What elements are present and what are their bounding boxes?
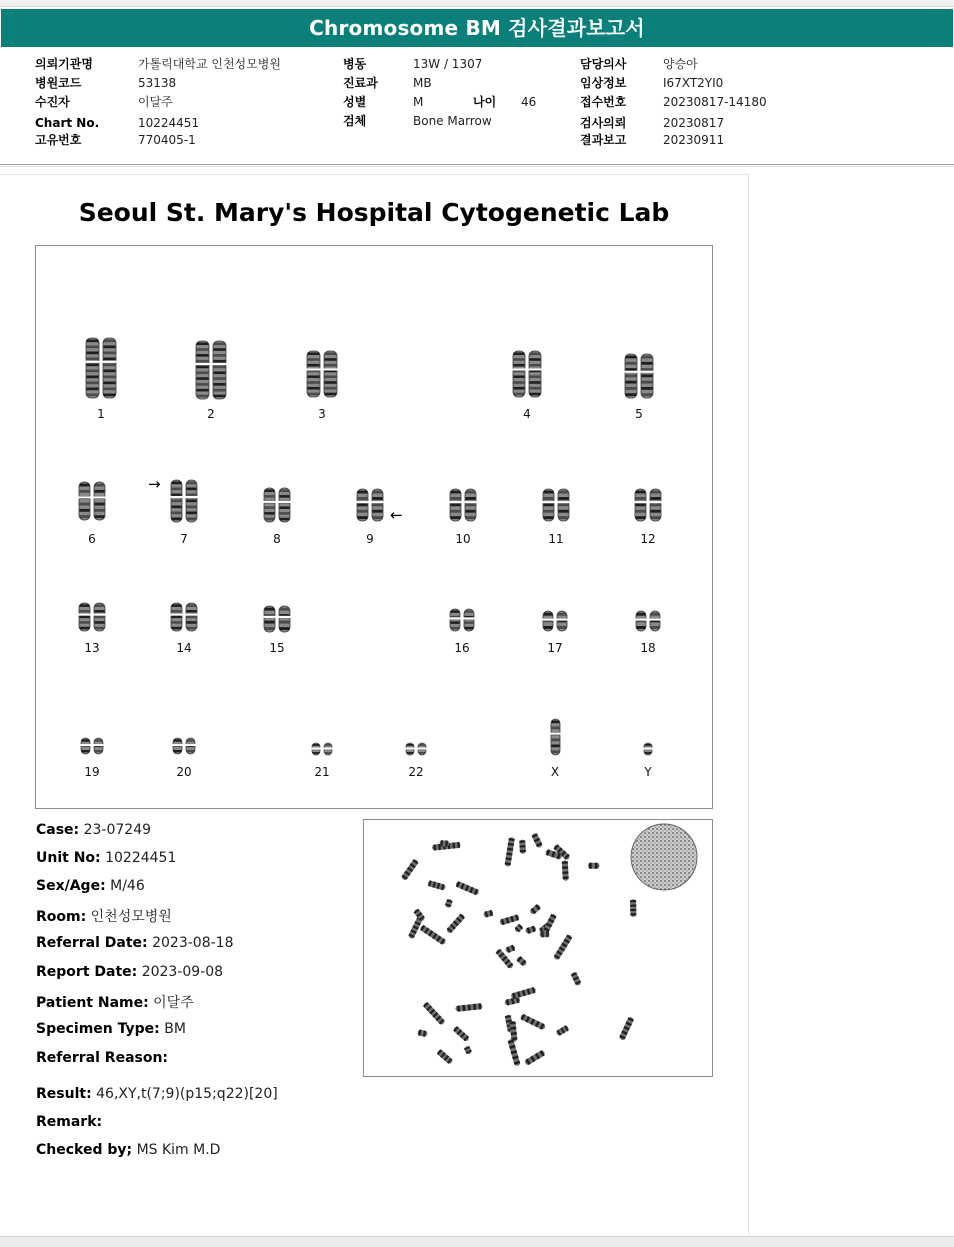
chromosome-pair-20 [170,735,198,757]
report-date-line [36,964,223,980]
ward-label: 병동 [343,57,367,71]
chromosome-label-18: 18 [640,641,656,655]
metaphase-chromosome [516,955,528,967]
chromosome-label-3: 3 [318,407,326,421]
chromosome-pair-15 [261,603,293,635]
bottom-scroll-strip [0,1236,954,1247]
hospital-code-label: 병원코드 [35,76,82,90]
metaphase-chromosome [562,860,569,881]
lab-title: Seoul St. Mary's Hospital Cytogenetic Lab [78,198,670,227]
hospital-name-value: 가톨릭대학교 인천성모병원 [138,57,281,71]
chromosome-pair-19 [78,735,106,757]
chromosome-pair-6 [76,479,108,523]
room-label: Room: [36,909,87,925]
metaphase-chromosome [436,1049,453,1065]
top-border [0,0,954,7]
metaphase-image [363,819,713,1077]
chromosome-pair-5 [622,351,656,401]
metaphase-chromosome [514,923,524,933]
metaphase-chromosome [464,1045,473,1055]
metaphase-chromosome [455,881,480,896]
patient-name-line [36,992,194,1012]
chromosome-pair-14 [168,600,200,634]
clinical-info-value: I67XT2YI0 [663,76,724,90]
report-title-bar [1,9,953,47]
sex-age-label: Sex/Age: [36,878,106,894]
metaphase-chromosome [529,903,542,915]
specimen-type-line [36,1021,186,1037]
metaphase-chromosome [619,1016,635,1041]
unit-no-label: Unit No: [36,850,101,866]
metaphase-chromosome [570,971,581,986]
test-request-label: 검사의뢰 [580,116,627,130]
metaphase-chromosome [483,910,494,918]
chromosome-label-10: 10 [455,532,471,546]
metaphase-chromosome [531,832,543,848]
receipt-no-label: 접수번호 [580,95,627,109]
metaphase-chromosome [446,913,466,934]
metaphase-chromosome [509,1021,517,1042]
chromosome-label-4: 4 [523,407,531,421]
chromosome-label-7: 7 [180,532,188,546]
report-title: Chromosome BM 검사결과보고서 [309,16,645,40]
metaphase-chromosome [419,924,446,945]
report-date-label: Report Date: [36,964,138,980]
metaphase-chromosome [499,914,520,926]
chromosome-label-16: 16 [454,641,470,655]
result-label: Result: [36,1086,92,1102]
checked-by-label: Checked by; [36,1142,133,1158]
metaphase-chromosome [413,908,426,922]
unit-no-line [36,850,176,866]
metaphase-chromosome [630,899,636,917]
chromosome-label-9: 9 [366,532,374,546]
metaphase-chromosome [510,987,536,1000]
chromosome-label-x: X [550,765,560,779]
unit-no-value: 10224451 [105,850,177,866]
chromosome-label-21: 21 [314,765,330,779]
chromosome-pair-10 [447,486,479,524]
chart-no-value: 10224451 [138,116,200,130]
metaphase-chromosome [401,858,419,881]
ward-value: 13W / 1307 [413,57,483,71]
checked-by-value: MS Kim M.D [136,1142,221,1158]
checked-by-line [36,1142,220,1158]
case-value: 23-07249 [83,822,152,838]
metaphase-chromosome [525,925,537,934]
chromosome-label-12: 12 [640,532,656,546]
result-value: 46,XY,t(7;9)(p15;q22)[20] [96,1086,278,1102]
specimen-value: Bone Marrow [413,114,492,128]
chromosome-label-8: 8 [273,532,281,546]
unique-id-value: 770405-1 [138,133,196,147]
result-report-value: 20230911 [663,133,725,147]
patient-label: 수진자 [35,95,70,109]
sex-age-value: M/46 [110,878,145,894]
metaphase-chromosome [555,1025,569,1037]
chromosome-label-13: 13 [84,641,100,655]
chromosome-pair-13 [76,600,108,634]
chromosome-pair-3 [304,348,340,400]
department-label: 진료과 [343,76,378,90]
chromosome-label-y: Y [644,765,652,779]
chromosome-pair-18 [633,608,663,634]
chromosome-label-11: 11 [548,532,564,546]
referral-reason-line [36,1050,168,1066]
referral-date-value: 2023-08-18 [152,935,234,951]
remark-line [36,1114,102,1130]
room-line [36,906,172,926]
chromosome-pair-9 [354,486,386,524]
sex-label: 성별 [343,95,367,109]
metaphase-chromosome [588,863,600,869]
doctor-label: 담당의사 [580,57,627,71]
metaphase-chromosome [553,934,573,961]
case-line [36,822,151,838]
specimen-type-value: BM [164,1021,186,1037]
chromosome-label-6: 6 [88,532,96,546]
metaphase-chromosome [417,1029,428,1037]
chart-no-label: Chart No. [35,116,100,130]
metaphase-chromosome [422,1001,445,1025]
interphase-nucleus [631,824,697,890]
metaphase-chromosome [439,840,449,847]
chromosome-label-1: 1 [97,407,105,421]
chromosome-pair-2 [193,338,229,402]
clinical-info-label: 임상정보 [580,76,627,90]
chromosome-label-14: 14 [176,641,192,655]
hospital-name-label: 의뢰기관명 [35,57,93,71]
chromosome-label-19: 19 [84,765,100,779]
metaphase-spread-graphic [364,820,712,1076]
specimen-type-label: Specimen Type: [36,1021,160,1037]
receipt-no-value: 20230817-14180 [663,95,767,109]
metaphase-chromosome [427,880,446,891]
translocation-arrow-right: → [148,475,161,493]
unique-id-label: 고유번호 [35,133,82,147]
chromosome-pair-22 [403,740,429,758]
hospital-code-value: 53138 [138,76,177,90]
metaphase-chromosome [524,1050,546,1066]
sex-age-line [36,878,145,894]
metaphase-chromosome [520,1013,546,1030]
chromosome-pair-x [548,716,563,758]
metaphase-chromosome [455,1003,482,1012]
patient-name-value: 이달주 [153,995,194,1011]
doctor-value: 양승아 [663,57,698,71]
specimen-label: 검체 [343,114,367,128]
remark-label: Remark: [36,1114,103,1130]
metaphase-chromosome [452,1026,470,1043]
translocation-arrow-left: ← [390,506,403,524]
chromosome-pair-y [641,740,655,758]
referral-date-label: Referral Date: [36,935,148,951]
header-divider [0,164,954,165]
result-report-label: 결과보고 [580,133,627,147]
department-value: MB [413,76,432,90]
room-value: 인천성모병원 [90,909,172,925]
chromosome-label-5: 5 [635,407,643,421]
age-value: 46 [521,95,537,109]
sex-value: M [413,95,424,109]
chromosome-pair-4 [510,348,544,400]
chromosome-label-2: 2 [207,407,215,421]
chromosome-pair-12 [632,486,664,524]
age-label: 나이 [473,95,497,109]
chromosome-pair-17 [540,608,570,634]
patient-name-label: Patient Name: [36,995,149,1011]
chromosome-pair-7 [168,477,200,525]
chromosome-pair-8 [261,485,293,525]
metaphase-chromosome [519,839,526,853]
chromosome-label-17: 17 [547,641,563,655]
chromosome-pair-16 [447,606,477,634]
karyogram-panel [35,245,713,809]
chromosome-label-20: 20 [176,765,192,779]
report-date-value: 2023-09-08 [141,964,224,980]
chromosome-pair-1 [83,335,119,401]
patient-value: 이달주 [138,95,173,109]
metaphase-chromosome [507,1039,520,1067]
metaphase-chromosome [539,931,549,937]
metaphase-chromosome [504,837,515,867]
chromosome-label-22: 22 [408,765,424,779]
referral-date-line [36,935,233,951]
metaphase-chromosome [445,898,453,908]
metaphase-chromosome [505,944,516,953]
chromosome-pair-11 [540,486,572,524]
result-line [36,1086,278,1102]
case-label: Case: [36,822,80,838]
test-request-value: 20230817 [663,116,725,130]
chromosome-label-15: 15 [269,641,285,655]
chromosome-pair-21 [309,740,335,758]
header-divider-shadow [0,166,954,167]
referral-reason-label: Referral Reason: [36,1050,169,1066]
